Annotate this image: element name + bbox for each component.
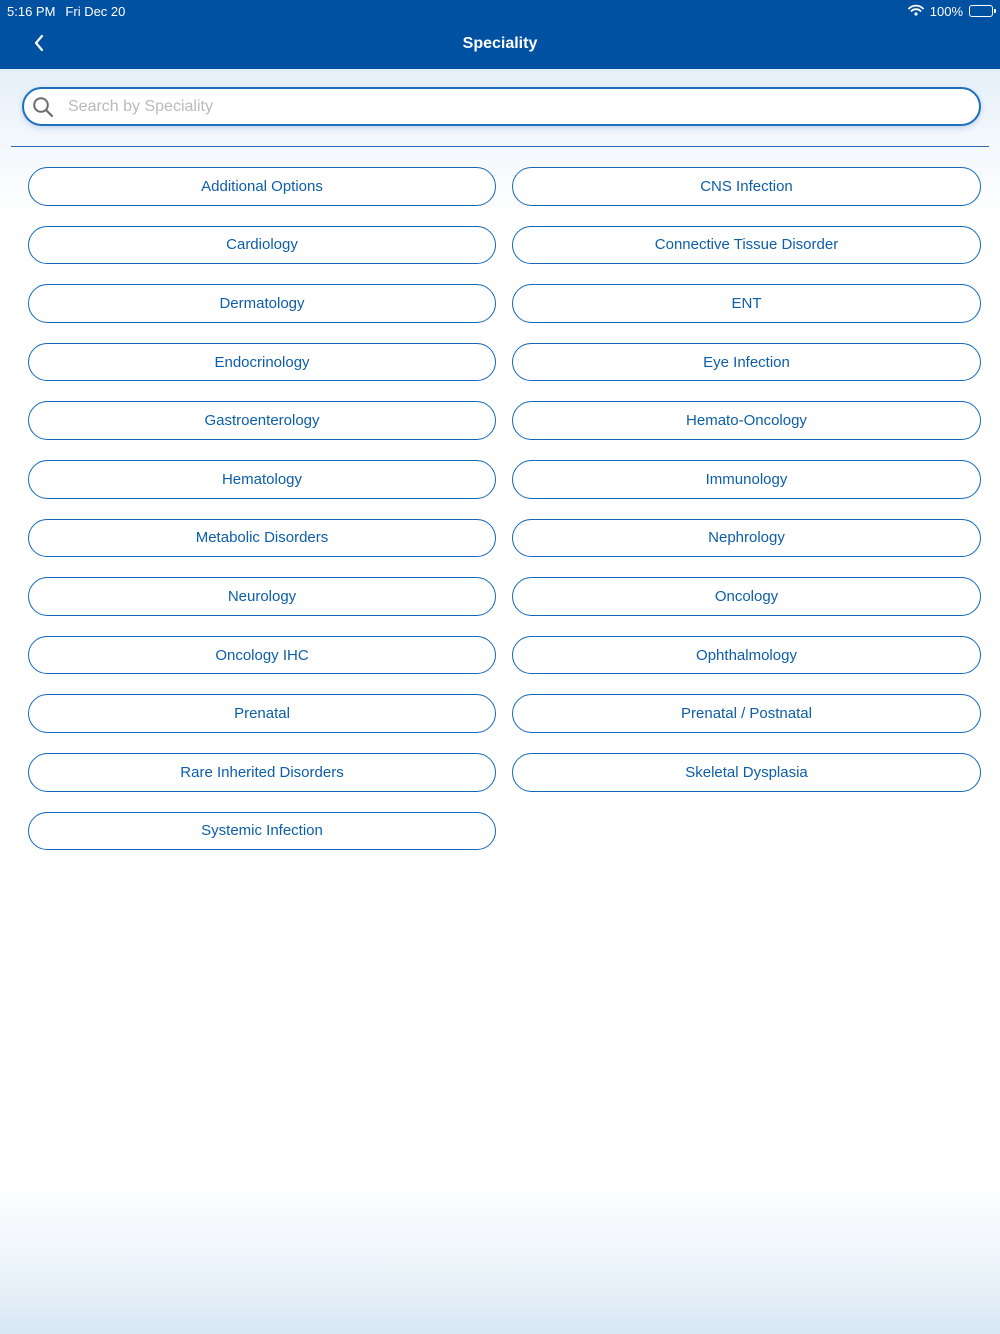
speciality-button[interactable]: Rare Inherited Disorders xyxy=(28,753,496,792)
search-input[interactable] xyxy=(68,92,948,122)
speciality-button[interactable]: Additional Options xyxy=(28,167,496,206)
speciality-button[interactable]: Prenatal xyxy=(28,694,496,733)
battery-percentage: 100% xyxy=(929,3,963,19)
speciality-button[interactable]: Dermatology xyxy=(28,284,496,323)
speciality-button[interactable]: Connective Tissue Disorder xyxy=(512,226,981,265)
speciality-button[interactable]: Endocrinology xyxy=(28,343,496,382)
status-time: 5:16 PM xyxy=(7,3,56,19)
speciality-button[interactable]: ENT xyxy=(512,284,981,323)
speciality-button[interactable]: Skeletal Dysplasia xyxy=(512,753,981,792)
status-date: Fri Dec 20 xyxy=(65,3,126,19)
speciality-button[interactable]: Hematology xyxy=(28,460,496,499)
speciality-button[interactable]: Eye Infection xyxy=(512,343,981,382)
speciality-button[interactable]: Cardiology xyxy=(28,226,496,265)
speciality-button[interactable]: Immunology xyxy=(512,460,981,499)
wifi-icon xyxy=(908,4,924,19)
page-title: Speciality xyxy=(462,35,538,52)
speciality-button[interactable]: Gastroenterology xyxy=(28,401,496,440)
speciality-button[interactable]: Nephrology xyxy=(512,519,981,558)
status-bar xyxy=(0,0,1000,22)
speciality-button[interactable]: Metabolic Disorders xyxy=(28,519,496,558)
speciality-button[interactable]: Oncology xyxy=(512,577,981,616)
search-bar[interactable] xyxy=(22,87,981,126)
divider xyxy=(11,146,989,147)
speciality-button[interactable]: Hemato-Oncology xyxy=(512,401,981,440)
nav-bar xyxy=(0,22,1000,69)
speciality-button[interactable]: Prenatal / Postnatal xyxy=(512,694,981,733)
speciality-button[interactable]: CNS Infection xyxy=(512,167,981,206)
battery-icon xyxy=(969,5,993,17)
speciality-grid xyxy=(28,167,981,850)
speciality-button[interactable]: Ophthalmology xyxy=(512,636,981,675)
speciality-button[interactable]: Neurology xyxy=(28,577,496,616)
search-icon xyxy=(32,96,54,118)
speciality-button[interactable]: Systemic Infection xyxy=(28,812,496,851)
speciality-button[interactable]: Oncology IHC xyxy=(28,636,496,675)
